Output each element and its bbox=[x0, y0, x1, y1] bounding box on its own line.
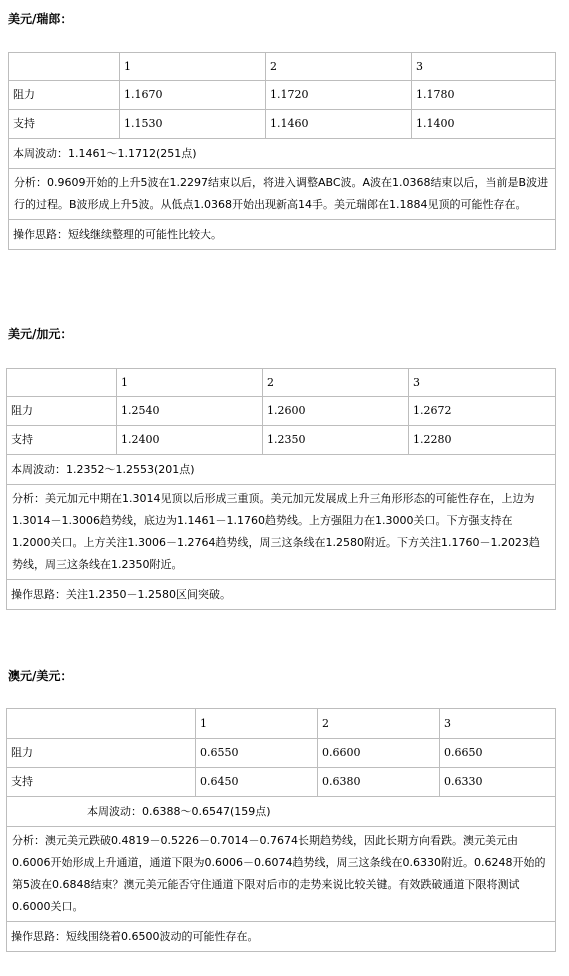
resistance-value-1: 1.1670 bbox=[120, 81, 266, 110]
header-col-2: 2 bbox=[318, 709, 440, 739]
strategy-row bbox=[7, 580, 556, 610]
weekly-range-text: 本周波动：0.6388～0.6547(159点) bbox=[7, 797, 556, 827]
support-value-2: 1.2350 bbox=[263, 426, 409, 455]
support-label: 支持 bbox=[7, 768, 196, 797]
resistance-label: 阻力 bbox=[7, 397, 117, 426]
strategy-row bbox=[7, 922, 556, 952]
header-col-3: 3 bbox=[409, 369, 556, 397]
support-label: 支持 bbox=[7, 426, 117, 455]
header-empty-cell bbox=[9, 53, 120, 81]
resistance-row bbox=[9, 81, 556, 110]
weekly-range-row bbox=[9, 139, 556, 169]
support-value-1: 1.1530 bbox=[120, 110, 266, 139]
support-value-2: 1.1460 bbox=[266, 110, 412, 139]
resistance-label: 阻力 bbox=[7, 739, 196, 768]
strategy-text: 操作思路：短线继续整理的可能性比较大。 bbox=[9, 220, 556, 250]
section-title-usd-cad: 美元/加元： bbox=[8, 327, 73, 341]
section-title-aud-usd: 澳元/美元： bbox=[8, 669, 73, 683]
resistance-value-2: 0.6600 bbox=[318, 739, 440, 768]
table-header-row bbox=[9, 53, 556, 81]
weekly-range-text: 本周波动：1.1461～1.1712(251点) bbox=[9, 139, 556, 169]
header-col-1: 1 bbox=[120, 53, 266, 81]
analysis-row bbox=[7, 485, 556, 580]
header-col-3: 3 bbox=[412, 53, 556, 81]
support-value-3: 1.1400 bbox=[412, 110, 556, 139]
resistance-value-1: 0.6550 bbox=[196, 739, 318, 768]
weekly-range-text: 本周波动：1.2352～1.2553(201点) bbox=[7, 455, 556, 485]
usd-chf-table bbox=[8, 52, 556, 250]
support-row bbox=[9, 110, 556, 139]
table-header-row bbox=[7, 369, 556, 397]
header-col-2: 2 bbox=[263, 369, 409, 397]
support-value-1: 0.6450 bbox=[196, 768, 318, 797]
header-col-3: 3 bbox=[440, 709, 556, 739]
header-col-1: 1 bbox=[196, 709, 318, 739]
analysis-text: 分析：美元加元中期在1.3014见顶以后形成三重顶。美元加元发展成上升三角形形态的可能性存在，上边为1.3014－1.3006趋势线，底边为1.1461－1.1760趋势线。上方强阻力在1.3000关口。下方强支持在1.2000关口。上方关注1.3006－1.2764趋势线，周三这条线在1.2580附近。下方关注1.1760－1.2023趋势线，周三这条线在1.2350附近。 bbox=[7, 485, 556, 580]
support-value-3: 1.2280 bbox=[409, 426, 556, 455]
header-col-2: 2 bbox=[266, 53, 412, 81]
weekly-range-row bbox=[7, 455, 556, 485]
analysis-text: 分析：澳元美元跌破0.4819－0.5226－0.7014－0.7674长期趋势线，因此长期方向看跌。澳元美元由0.6006开始形成上升通道，通道下限为0.6006－0.6074趋势线，周三这条线在0.6330附近。0.6248开始的第5波在0.6848结束？澳元美元能否守住通道下限对后市的走势来说比较关键。有效跌破通道下限将测试0.6000关口。 bbox=[7, 827, 556, 922]
resistance-label: 阻力 bbox=[9, 81, 120, 110]
analysis-row bbox=[7, 827, 556, 922]
support-value-1: 1.2400 bbox=[117, 426, 263, 455]
support-value-2: 0.6380 bbox=[318, 768, 440, 797]
strategy-text: 操作思路：短线围绕着0.6500波动的可能性存在。 bbox=[7, 922, 556, 952]
resistance-value-1: 1.2540 bbox=[117, 397, 263, 426]
strategy-text: 操作思路：关注1.2350－1.2580区间突破。 bbox=[7, 580, 556, 610]
analysis-text: 分析：0.9609开始的上升5波在1.2297结束以后，将进入调整ABC波。A波在1.0368结束以后，当前是B波进行的过程。B波形成上升5波。从低点1.0368开始出现新高14手。美元瑞郎在1.1884见顶的可能性存在。 bbox=[9, 169, 556, 220]
support-row bbox=[7, 768, 556, 797]
strategy-row bbox=[9, 220, 556, 250]
support-label: 支持 bbox=[9, 110, 120, 139]
section-title-usd-chf: 美元/瑞郎： bbox=[8, 12, 73, 26]
weekly-range-row bbox=[7, 797, 556, 827]
resistance-value-3: 1.1780 bbox=[412, 81, 556, 110]
header-empty-cell bbox=[7, 369, 117, 397]
usd-cad-table bbox=[6, 368, 556, 610]
header-col-1: 1 bbox=[117, 369, 263, 397]
resistance-row bbox=[7, 397, 556, 426]
support-row bbox=[7, 426, 556, 455]
resistance-value-2: 1.2600 bbox=[263, 397, 409, 426]
aud-usd-table bbox=[6, 708, 556, 952]
header-empty-cell bbox=[7, 709, 196, 739]
table-header-row bbox=[7, 709, 556, 739]
support-value-3: 0.6330 bbox=[440, 768, 556, 797]
analysis-row bbox=[9, 169, 556, 220]
resistance-row bbox=[7, 739, 556, 768]
resistance-value-3: 1.2672 bbox=[409, 397, 556, 426]
resistance-value-3: 0.6650 bbox=[440, 739, 556, 768]
resistance-value-2: 1.1720 bbox=[266, 81, 412, 110]
